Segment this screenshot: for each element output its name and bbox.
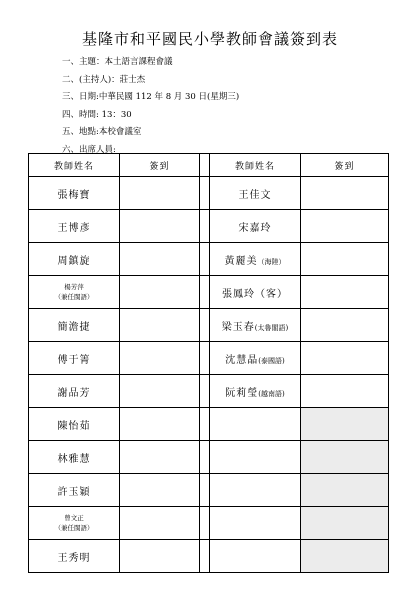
teacher-name-cell — [29, 342, 120, 375]
teacher-name: 林雅慧 — [57, 453, 91, 465]
meeting-subject: 一、主題：本土語言課程會議 — [62, 57, 173, 67]
table-row — [29, 177, 389, 210]
teacher-name: 傅于箐 — [57, 354, 91, 366]
signature-cell[interactable] — [301, 474, 389, 507]
table-row — [29, 507, 389, 540]
teacher-name: 阮莉瑩 — [225, 387, 259, 399]
teacher-name-cell — [210, 507, 301, 540]
teacher-name: 梁玉春 — [221, 321, 255, 333]
teacher-name-cell — [210, 375, 301, 408]
signature-cell[interactable] — [301, 177, 389, 210]
meeting-time: 四、時間: 13：30 — [62, 109, 132, 120]
table-row — [29, 441, 389, 474]
teacher-language-note: (越南語) — [258, 389, 285, 398]
signature-cell[interactable] — [301, 375, 389, 408]
page-title: 基隆市和平國民小學教師會議簽到表 — [81, 30, 338, 48]
teacher-name-cell — [210, 342, 301, 375]
teacher-name-cell — [29, 177, 120, 210]
signature-cell[interactable] — [120, 375, 200, 408]
teacher-name-cell — [29, 210, 120, 243]
signin-table — [28, 153, 389, 573]
signature-cell[interactable] — [301, 342, 389, 375]
teacher-name-cell — [210, 177, 301, 210]
teacher-name: 許玉穎 — [57, 486, 91, 498]
table-divider — [200, 210, 210, 243]
table-divider — [200, 474, 210, 507]
teacher-name-cell — [210, 210, 301, 243]
signin-table-wrap — [28, 153, 388, 564]
table-divider — [200, 243, 210, 276]
table-divider — [200, 375, 210, 408]
teacher-name-cell — [29, 474, 120, 507]
meeting-date: 三、日期:中華民國 112 年 8 月 30 日(星期三) — [62, 92, 240, 102]
teacher-role-note: （兼任閩語） — [54, 524, 94, 532]
meeting-attendees: 六、出席人員: — [62, 144, 116, 155]
table-row — [29, 474, 389, 507]
teacher-name-cell — [210, 276, 301, 309]
teacher-name-cell — [29, 540, 120, 573]
teacher-name-cell — [29, 276, 120, 309]
table-row — [29, 243, 389, 276]
signature-cell[interactable] — [301, 309, 389, 342]
header-teacher-name-left: 教師姓名 — [29, 154, 120, 177]
meeting-info — [62, 54, 239, 159]
signature-cell[interactable] — [301, 408, 389, 441]
teacher-name: 曾文正 — [64, 514, 84, 522]
header-teacher-name-right: 教師姓名 — [210, 154, 301, 177]
table-row — [29, 276, 389, 309]
signature-cell[interactable] — [120, 474, 200, 507]
table-divider — [200, 507, 210, 540]
table-body — [29, 177, 389, 573]
teacher-name-cell — [210, 309, 301, 342]
teacher-name-cell — [29, 309, 120, 342]
teacher-name: 簡澹捷 — [57, 321, 91, 333]
teacher-name: 沈慧晶 — [225, 354, 259, 366]
table-divider — [200, 309, 210, 342]
teacher-name-cell — [29, 507, 120, 540]
signature-cell[interactable] — [120, 408, 200, 441]
meeting-place: 五、地點:本校會議室 — [62, 127, 142, 137]
teacher-name: 王秀明 — [57, 552, 91, 564]
table-divider — [200, 441, 210, 474]
table-row — [29, 375, 389, 408]
teacher-name-cell — [210, 408, 301, 441]
teacher-name: 黃麗美 — [224, 255, 258, 267]
signature-cell[interactable] — [120, 243, 200, 276]
signature-cell[interactable] — [301, 507, 389, 540]
header-sign-right: 簽到 — [301, 154, 389, 177]
teacher-name: 張鳳玲（客） — [222, 288, 288, 300]
teacher-name: 張梅寶 — [57, 189, 91, 201]
table-divider — [200, 408, 210, 441]
signature-cell[interactable] — [301, 441, 389, 474]
meeting-host: 二、(主持人)：莊士杰 — [62, 74, 146, 85]
signature-cell[interactable] — [120, 309, 200, 342]
signature-cell[interactable] — [120, 540, 200, 573]
teacher-name: 謝品芳 — [57, 387, 91, 399]
teacher-language-note: (泰國語) — [258, 356, 285, 365]
table-divider — [200, 276, 210, 309]
teacher-name: 宋嘉玲 — [238, 222, 272, 234]
table-divider — [200, 177, 210, 210]
signature-cell[interactable] — [120, 507, 200, 540]
table-divider — [200, 342, 210, 375]
table-divider — [200, 540, 210, 573]
teacher-name-cell — [210, 441, 301, 474]
teacher-name: 王博彥 — [57, 222, 91, 234]
table-row — [29, 210, 389, 243]
signature-cell[interactable] — [120, 441, 200, 474]
signature-cell[interactable] — [120, 342, 200, 375]
teacher-name-cell — [210, 540, 301, 573]
teacher-language-note: （海陸） — [257, 257, 286, 266]
teacher-role-note: （兼任閩語） — [54, 293, 94, 301]
teacher-name-cell — [210, 243, 301, 276]
signature-cell[interactable] — [120, 210, 200, 243]
teacher-name-cell — [29, 243, 120, 276]
teacher-name-cell — [29, 408, 120, 441]
teacher-name: 陳怡茹 — [57, 420, 91, 432]
header-sign-left: 簽到 — [120, 154, 200, 177]
teacher-name-cell — [210, 474, 301, 507]
table-divider — [200, 154, 210, 177]
table-row — [29, 342, 389, 375]
teacher-name: 周鎮旋 — [57, 255, 91, 267]
table-row — [29, 540, 389, 573]
teacher-language-note: (太魯閣語) — [254, 323, 289, 332]
teacher-name-cell — [29, 441, 120, 474]
teacher-name-cell — [29, 375, 120, 408]
teacher-name: 王佳文 — [238, 189, 272, 201]
table-row — [29, 309, 389, 342]
signature-cell[interactable] — [301, 243, 389, 276]
signature-cell[interactable] — [120, 177, 200, 210]
teacher-name: 楊芳萍 — [64, 283, 84, 291]
signature-cell[interactable] — [301, 540, 389, 573]
signature-cell[interactable] — [301, 210, 389, 243]
signature-cell[interactable] — [120, 276, 200, 309]
table-row — [29, 408, 389, 441]
signature-cell[interactable] — [301, 276, 389, 309]
